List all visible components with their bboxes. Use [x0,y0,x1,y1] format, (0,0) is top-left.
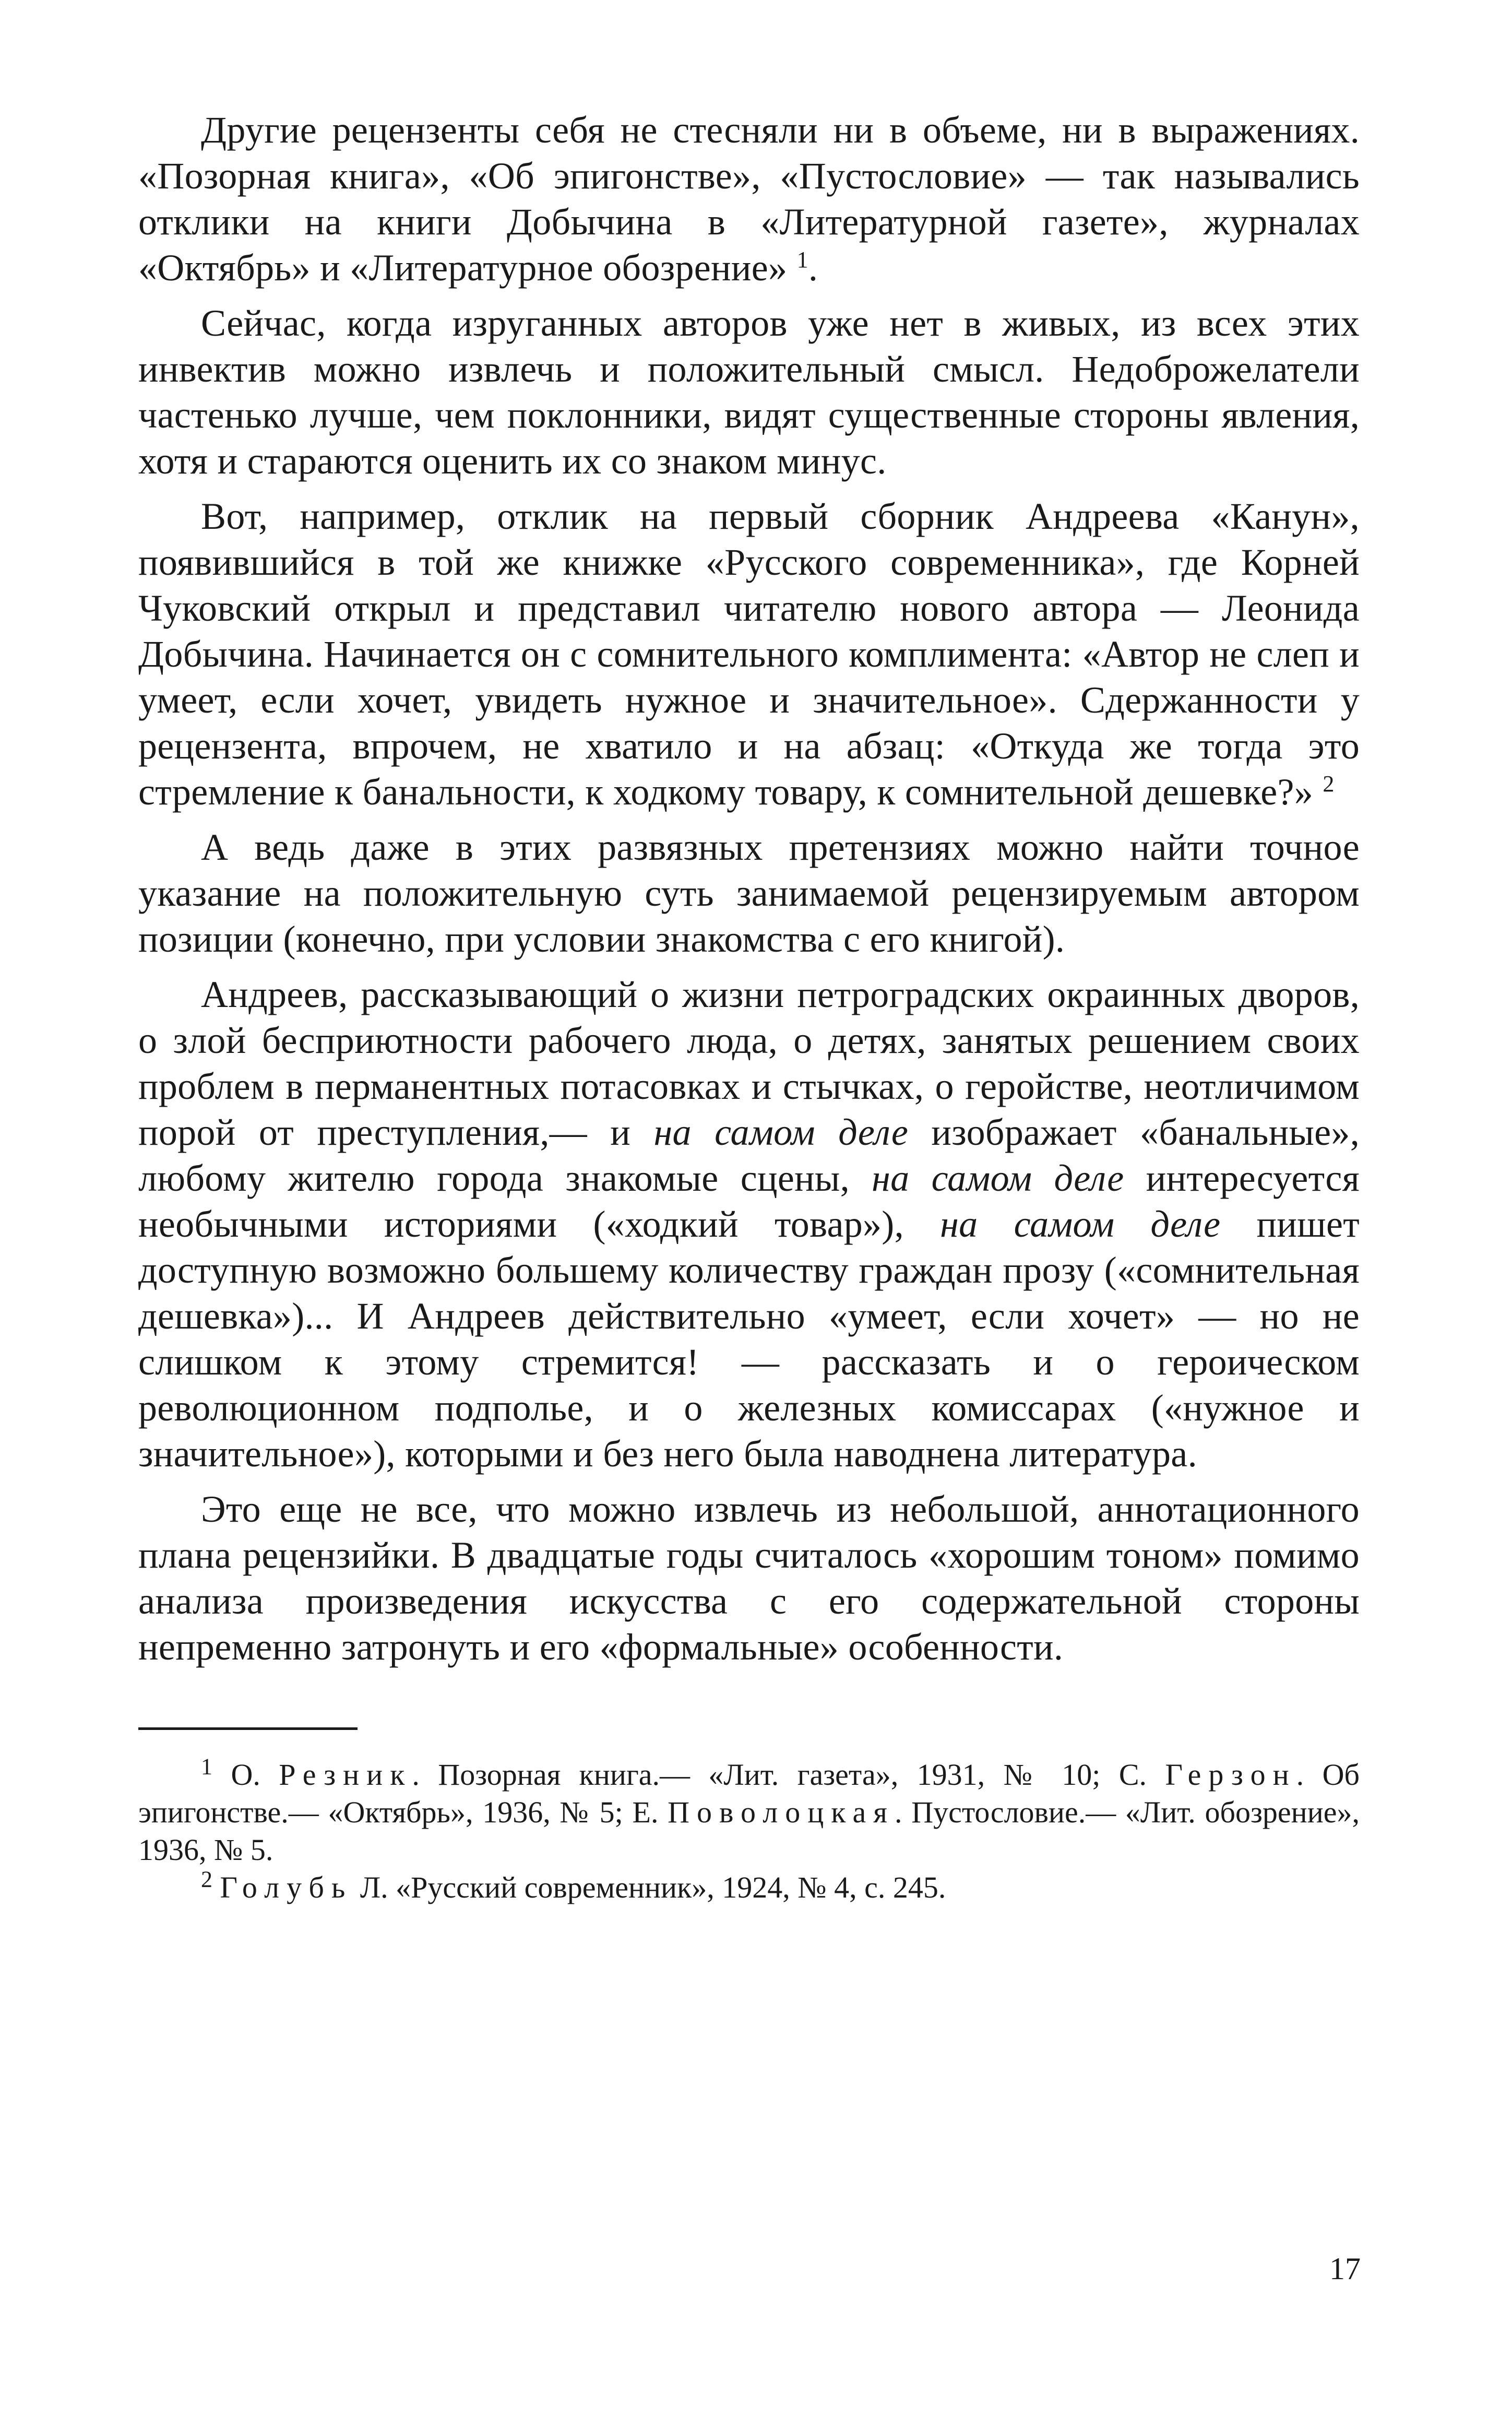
emphasis-text: на самом деле [653,1111,909,1153]
body-text [138,107,1360,1670]
text-run: Это еще не все, что можно извлечь из небольшой, аннотационного плана рецензийки. В двадцатые годы считалось «хорошим тоном» помимо анализа произведения искусства с его содержательной стороны непременно затронуть и его «формальные» особенности. [138,1488,1360,1668]
footnote-divider [138,1727,358,1730]
footnote-marker: 1 [201,1753,212,1780]
author-name: Резник [279,1758,412,1792]
text-run: Другие рецензенты себя не стесняли ни в объеме, ни в выражениях. «Позорная книга», «Об эпигонстве», «Пустословие» — так назывались отклики на книги Добычина в «Литературной газете», журналах «Октябрь» и «Литературное обозрение» [138,109,1360,289]
footnote-marker: 1 [796,247,808,272]
text-run: Сейчас, когда изруганных авторов уже нет в живых, из всех этих инвектив можно извлечь и положительный смысл. Недоброжелатели частенько лучше, чем поклонники, видят существенные стороны явления, хотя и стараются оценить их со знаком минус. [138,302,1360,482]
footnote-marker: 2 [201,1866,212,1892]
text-run: А ведь даже в этих развязных претензиях можно найти точное указание на положительную суть занимаемой рецензируемым автором позиции (конечно, при условии знакомства с его книгой). [138,826,1360,960]
page-number: 17 [1329,2251,1361,2286]
text-run: . Об эпигонстве.— «Октябрь», 1936, № 5; Е. [138,1758,1360,1829]
author-name: Голубь [220,1870,353,1904]
text-run: Вот, например, отклик на первый сборник Андреева «Канун», появившийся в той же книжке «Русского современника», где Корней Чуковский открыл и представил читателю нового автора — Леонида Добычина. Начинается он с сомнительного комплимента: «Автор не слеп и умеет, если хочет, увидеть нужное и значительное». Сдержанности у рецензента, впрочем, не хватило и на абзац: «Откуда же тогда это стремление к банальности, к ходкому товару, к сомнительной дешевке?» [138,495,1360,813]
paragraph-4 [138,824,1360,962]
text-run: . Позорная книга.— «Лит. газета», 1931, № 10; С. [412,1758,1165,1792]
paragraph-2 [138,300,1360,484]
text-run: интересуется необычными историями («ходкий товар»), [138,1157,1360,1245]
emphasis-text: на самом деле [940,1203,1221,1245]
footnote-1 [138,1753,1360,1869]
footnote-marker: 2 [1323,771,1335,797]
text-run: . Пустословие.— «Лит. обозрение», 1936, № 5. [138,1795,1360,1867]
paragraph-3 [138,493,1360,815]
emphasis-text: на самом деле [872,1157,1124,1199]
author-name: Поволоцкая [668,1795,895,1829]
text-run: Л. «Русский современник», 1924, № 4, с. 245. [352,1870,946,1904]
paragraph-1 [138,107,1360,291]
paragraph-6 [138,1486,1360,1670]
text-run: пишет доступную возможно большему количеству граждан прозу («сомнительная дешевка»)... И Андреев действительно «умеет, если хочет» — но не слишком к этому стремится! — рассказать и о героическом революционном подполье, и о железных комиссарах («нужное и значительное»), которыми и без него была наводнена литература. [138,1203,1360,1475]
text-run: Андреев, рассказывающий о жизни петроградских окраинных дворов, о злой бесприютности рабочего люда, о детях, занятых решением своих проблем в перманентных потасовках и стычках, о геройстве, неотличимом порой от преступления,— и [138,974,1360,1153]
text-run: изображает «банальные», любому жителю города знакомые сцены, [138,1111,1360,1199]
text-run: О. [212,1758,279,1792]
document-page [138,107,1360,1906]
author-name: Герзон [1165,1758,1296,1792]
paragraph-5 [138,971,1360,1477]
footnote-2 [138,1866,1360,1906]
text-run: . [808,247,818,289]
footnotes [138,1753,1360,1906]
text-run [212,1870,220,1904]
